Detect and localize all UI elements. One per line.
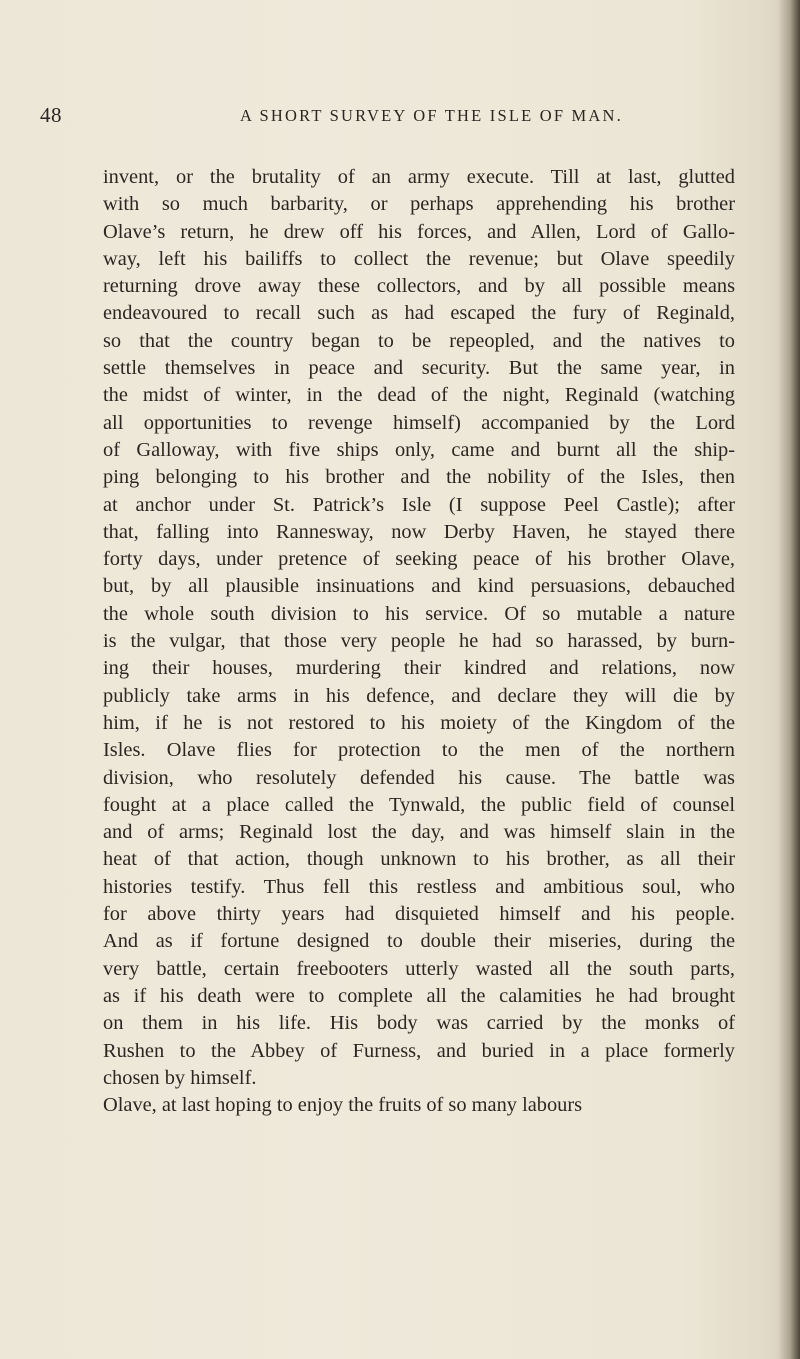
- text-line: way, left his bailiffs to collect the revenue; but Olave speedily: [103, 247, 735, 270]
- text-line: returning drove away these collectors, and by all possible means: [103, 275, 735, 298]
- text-line: ping belonging to his brother and the nobility of the Isles, then: [103, 466, 735, 489]
- text-line: with so much barbarity, or perhaps apprehending his brother: [103, 193, 735, 216]
- text-line: Rushen to the Abbey of Furness, and buried in a place formerly: [103, 1039, 735, 1062]
- text-line: endeavoured to recall such as had escaped the fury of Reginald,: [103, 302, 735, 325]
- text-line: very battle, certain freebooters utterly wasted all the south parts,: [103, 957, 735, 980]
- page-number: 48: [40, 103, 62, 127]
- text-line: division, who resolutely defended his cause. The battle was: [103, 766, 735, 789]
- text-line: chosen by himself.: [103, 1066, 257, 1089]
- text-line: so that the country began to be repeopled, and the natives to: [103, 329, 735, 352]
- text-line: all opportunities to revenge himself) accompanied by the Lord: [103, 411, 735, 434]
- text-line: histories testify. Thus fell this restless and ambitious soul, who: [103, 875, 735, 898]
- text-line: publicly take arms in his defence, and declare they will die by: [103, 684, 735, 707]
- text-line: invent, or the brutality of an army execute. Till at last, glutted: [103, 166, 735, 188]
- text-line: but, by all plausible insinuations and kind persuasions, debauched: [103, 575, 735, 598]
- running-head: A SHORT SURVEY OF THE ISLE OF MAN.: [240, 106, 623, 125]
- text-line: at anchor under St. Patrick’s Isle (I suppose Peel Castle); after: [103, 493, 735, 516]
- body-text: [103, 164, 735, 1119]
- text-line: settle themselves in peace and security. But the same year, in: [103, 357, 735, 380]
- text-line: ing their houses, murdering their kindred and relations, now: [103, 657, 735, 680]
- text-line: the midst of winter, in the dead of the night, Reginald (watching: [103, 384, 735, 407]
- text-line: and of arms; Reginald lost the day, and was himself slain in the: [103, 821, 735, 844]
- text-line: Olave’s return, he drew off his forces, and Allen, Lord of Gallo-: [103, 220, 735, 243]
- text-line: heat of that action, though unknown to his brother, as all their: [103, 848, 735, 871]
- page-edge-shadow: [778, 0, 800, 1359]
- text-line: the whole south division to his service. Of so mutable a nature: [103, 602, 735, 625]
- text-line: on them in his life. His body was carried by the monks of: [103, 1012, 735, 1035]
- text-line: Isles. Olave flies for protection to the men of the northern: [103, 739, 735, 762]
- text-line: him, if he is not restored to his moiety of the Kingdom of the: [103, 711, 735, 734]
- text-line: as if his death were to complete all the calamities he had brought: [103, 984, 735, 1007]
- text-line: of Galloway, with five ships only, came and burnt all the ship-: [103, 438, 735, 461]
- text-line: fought at a place called the Tynwald, the public field of counsel: [103, 793, 735, 816]
- page-header: [40, 103, 760, 133]
- text-line: And as if fortune designed to double their miseries, during the: [103, 930, 735, 953]
- text-line: Olave, at last hoping to enjoy the fruits of so many labours: [103, 1094, 583, 1117]
- text-line: that, falling into Rannesway, now Derby Haven, he stayed there: [103, 520, 735, 543]
- text-line: forty days, under pretence of seeking peace of his brother Olave,: [103, 548, 735, 571]
- text-line: is the vulgar, that those very people he had so harassed, by burn-: [103, 630, 735, 653]
- text-line: for above thirty years had disquieted himself and his people.: [103, 903, 735, 926]
